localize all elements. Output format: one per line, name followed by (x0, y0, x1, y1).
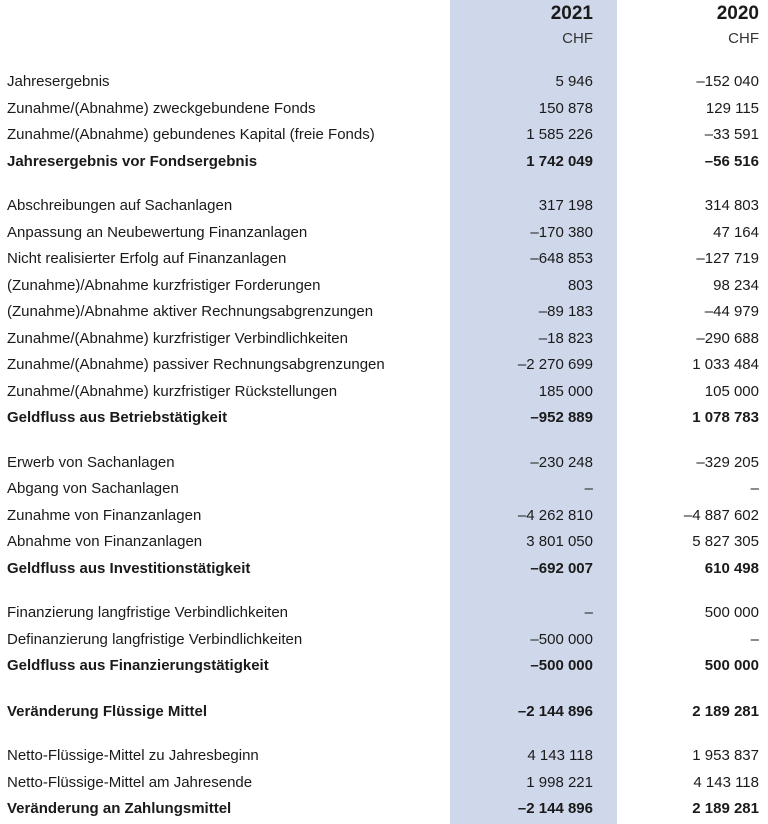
row-label: Finanzierung langfristige Verbindlichkeiten (7, 604, 289, 621)
value-2020: –4 887 602 (683, 506, 759, 524)
value-2020: 500 000 (704, 604, 759, 621)
table-row (0, 273, 768, 300)
row-label: Netto-Flüssige-Mittel am Jahresende (7, 773, 253, 791)
row-label: Zunahme/(Abnahme) kurzfristiger Verbindlichkeiten (7, 329, 348, 347)
row-label: Zunahme/(Abnahme) passiver Rechnungsabgrenzungen (7, 356, 385, 373)
value-2021: –170 380 (530, 223, 593, 241)
row-label: Veränderung Flüssige Mittel (7, 702, 208, 720)
value-2020: 314 803 (704, 197, 759, 214)
row-label: Definanzierung langfristige Verbindlichkeiten (7, 630, 303, 648)
value-2021: 185 000 (538, 382, 593, 400)
table-row (0, 193, 768, 220)
value-2021: –692 007 (530, 559, 593, 577)
row-label: Zunahme/(Abnahme) zweckgebundene Fonds (7, 99, 316, 117)
row-label: Zunahme/(Abnahme) gebundenes Kapital (freie Fonds) (7, 126, 375, 143)
value-2021: 1 998 221 (526, 773, 593, 791)
value-2020: –290 688 (696, 329, 759, 347)
value-2021: 803 (567, 276, 593, 294)
value-2021: –952 889 (530, 409, 593, 426)
table-row (0, 450, 768, 477)
row-label: Abgang von Sachanlagen (7, 480, 179, 497)
value-2020: 2 189 281 (692, 800, 759, 817)
row-label: Erwerb von Sachanlagen (7, 453, 175, 471)
table-row (0, 600, 768, 627)
value-2021: 1 742 049 (526, 152, 593, 170)
value-2020: –56 516 (704, 152, 759, 170)
table-row (0, 299, 768, 326)
value-2021: –500 000 (530, 657, 593, 674)
value-2020: – (750, 630, 759, 648)
value-2020: 4 143 118 (693, 773, 759, 791)
value-2020: 129 115 (705, 99, 759, 117)
table-row (0, 529, 768, 556)
value-2021: –89 183 (538, 303, 593, 320)
value-2021: –2 144 896 (517, 800, 593, 817)
row-label: Geldfluss aus Investitionstätigkeit (7, 559, 251, 577)
table-row (0, 96, 768, 123)
subtotal-row (0, 699, 768, 726)
header-currency-row (0, 28, 768, 50)
value-2020: 1 953 837 (692, 747, 759, 764)
row-label: (Zunahme)/Abnahme kurzfristiger Forderungen (7, 276, 321, 294)
value-2020: – (750, 480, 759, 497)
value-2020: 47 164 (713, 223, 759, 241)
row-label: Abnahme von Finanzanlagen (7, 533, 203, 550)
value-2020: –44 979 (704, 303, 759, 320)
header-year-2021: 2021 (550, 3, 593, 24)
table-row (0, 627, 768, 654)
subtotal-row (0, 149, 768, 176)
table-row (0, 503, 768, 530)
row-label: Zunahme von Finanzanlagen (7, 506, 202, 524)
header-label-cell (0, 28, 450, 50)
row-label: Veränderung an Zahlungsmittel (7, 800, 232, 817)
row-label: Zunahme/(Abnahme) kurzfristiger Rückstellungen (7, 382, 338, 400)
row-label: Jahresergebnis (7, 73, 110, 90)
subtotal-row (0, 796, 768, 823)
value-2020: –33 591 (704, 126, 759, 143)
value-2021: –4 262 810 (517, 506, 593, 524)
value-2021: – (584, 604, 593, 621)
value-2021: 5 946 (555, 73, 593, 90)
row-label: Netto-Flüssige-Mittel zu Jahresbeginn (7, 747, 259, 764)
value-2021: –648 853 (530, 250, 593, 267)
value-2020: 5 827 305 (692, 533, 759, 550)
spacer-row (0, 175, 768, 193)
subtotal-row (0, 556, 768, 583)
spacer-row (0, 680, 768, 699)
value-2021: –500 000 (530, 630, 593, 648)
table-row (0, 246, 768, 273)
value-2020: –152 040 (696, 73, 759, 90)
value-2021: –2 270 699 (517, 356, 593, 373)
header-currency-2021: CHF (562, 30, 593, 47)
subtotal-row (0, 405, 768, 432)
value-2020: 105 000 (704, 382, 759, 400)
row-label: Geldfluss aus Finanzierungstätigkeit (7, 657, 269, 674)
table-row (0, 770, 768, 797)
table-row (0, 743, 768, 770)
value-2021: –2 144 896 (517, 702, 593, 720)
value-2020: 610 498 (704, 559, 759, 577)
value-2021: 3 801 050 (526, 533, 593, 550)
table-row (0, 352, 768, 379)
value-2020: 2 189 281 (692, 702, 759, 720)
value-2020: 500 000 (704, 657, 759, 674)
table-row (0, 69, 768, 96)
row-label: (Zunahme)/Abnahme aktiver Rechnungsabgrenzungen (7, 303, 374, 320)
table-row (0, 122, 768, 149)
header-year-row (0, 0, 768, 28)
header-year-2020: 2020 (716, 3, 759, 24)
header-label-cell (0, 0, 450, 28)
table-row (0, 326, 768, 353)
value-2020: 1 033 484 (692, 356, 759, 373)
spacer-row (0, 582, 768, 600)
value-2021: 4 143 118 (527, 747, 593, 764)
row-label: Abschreibungen auf Sachanlagen (7, 197, 233, 214)
header-currency-2020: CHF (728, 30, 759, 47)
value-2020: –127 719 (696, 250, 759, 267)
spacer-row (0, 725, 768, 743)
subtotal-row (0, 653, 768, 680)
spacer-row (0, 50, 768, 69)
table-row (0, 476, 768, 503)
table-row (0, 379, 768, 406)
row-label: Nicht realisierter Erfolg auf Finanzanlagen (7, 250, 287, 267)
value-2020: –329 205 (696, 453, 759, 471)
value-2020: 98 234 (713, 276, 759, 294)
row-label: Anpassung an Neubewertung Finanzanlagen (7, 223, 308, 241)
value-2021: 1 585 226 (526, 126, 593, 143)
value-2021: – (584, 480, 593, 497)
row-label: Geldfluss aus Betriebstätigkeit (7, 409, 228, 426)
row-label: Jahresergebnis vor Fondsergebnis (7, 152, 258, 170)
value-2021: –18 823 (538, 329, 593, 347)
table-row (0, 220, 768, 247)
value-2021: –230 248 (530, 453, 593, 471)
value-2021: 317 198 (538, 197, 593, 214)
spacer-row (0, 432, 768, 450)
value-2020: 1 078 783 (692, 409, 759, 426)
value-2021: 150 878 (538, 99, 593, 117)
